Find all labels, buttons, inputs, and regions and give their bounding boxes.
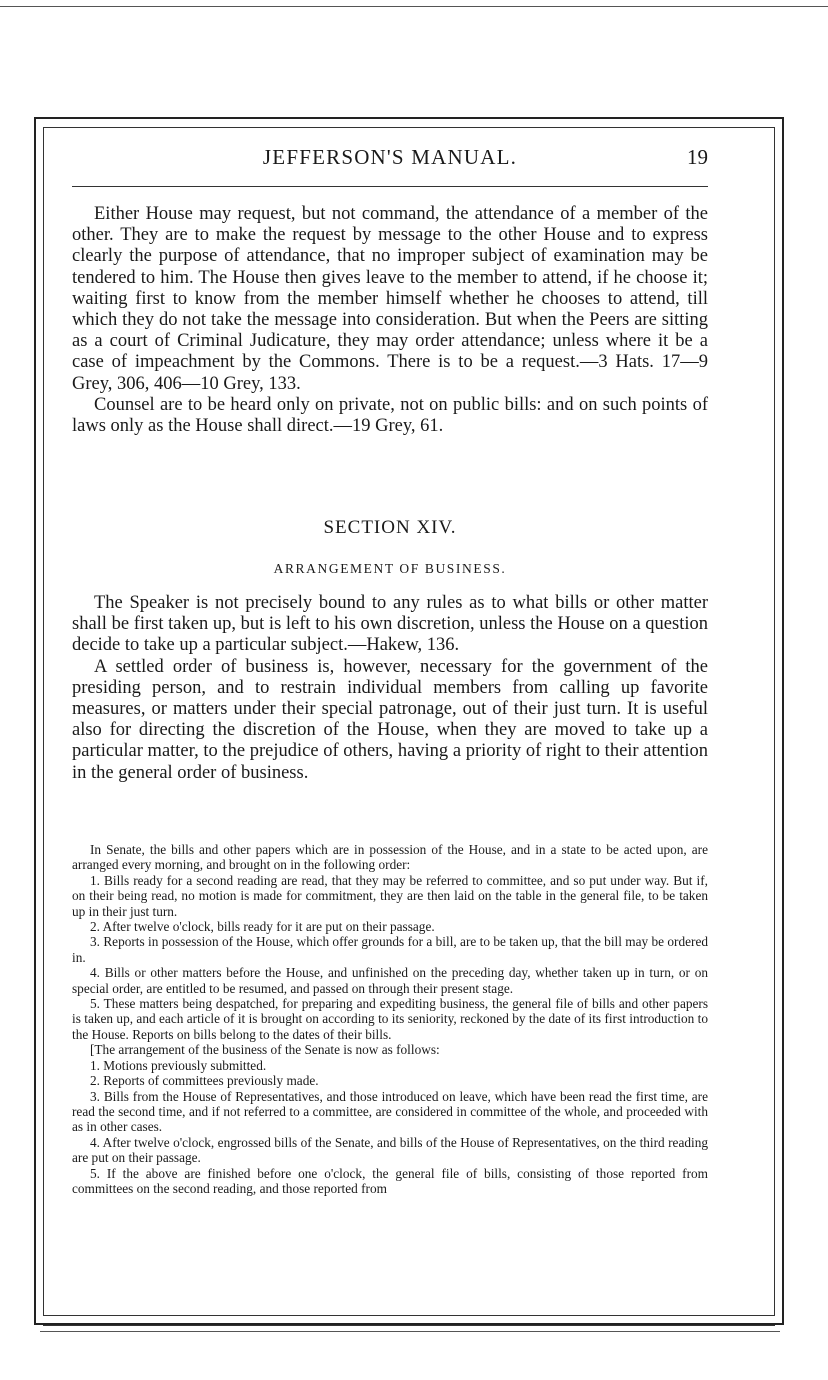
intro-text — [72, 204, 708, 437]
paragraph: Either House may request, but not command, the attendance of a member of the other. They are to make the request by message to the other House and to express clearly the purpose of attendance, that no improper subject of examination may be tendered to him. The House then gives leave to the member to attend, if he choose it; waiting first to know from the member himself whether he chooses to attend, till which they do not take the message into consideration. But when the Peers are sitting as a court of Criminal Judicature, they may order attendance; unless where it be a case of impeachment by the Commons. There is to be a request.—3 Hats. 17—9 Grey, 306, 406—10 Grey, 133. — [72, 204, 708, 394]
note-paragraph: 2. After twelve o'clock, bills ready for it are put on their passage. — [90, 919, 435, 935]
section-subtitle: ARRANGEMENT OF BUSINESS. — [273, 561, 507, 576]
header-rule — [72, 186, 708, 187]
note-paragraph: 4. Bills or other matters before the House, and unfinished on the preceding day, whether taken up in turn, or on special order, are entitled to be resumed, and passed on through their present stage. — [72, 965, 708, 996]
note-paragraph: 3. Reports in possession of the House, which offer grounds for a bill, are to be taken up, that the bill may be ordered in. — [72, 934, 708, 965]
top-rule — [0, 6, 828, 7]
note-paragraph: 5. If the above are finished before one o'clock, the general file of bills, consisting of those reported from committees on the second reading, and those reported from — [72, 1165, 708, 1196]
bottom-rule — [43, 1325, 775, 1326]
running-header — [72, 145, 708, 177]
note-paragraph: 2. Reports of committees previously made. — [90, 1073, 319, 1089]
running-title: JEFFERSON'S MANUAL. — [262, 145, 518, 169]
note-paragraph: 4. After twelve o'clock, engrossed bills of the Senate, and bills of the House of Representatives, on the third reading are put on their passage. — [72, 1134, 708, 1166]
section-title: SECTION XIV. — [323, 517, 457, 538]
note-paragraph: 5. These matters being despatched, for preparing and expediting business, the general file of bills and other papers is taken up, and each article of it is brought on according to its seniority, reckoned by the date of its first introduction to the House. Reports on bills belong to the dates of their bills. — [72, 996, 708, 1042]
paragraph: The Speaker is not precisely bound to any rules as to what bills or other matter shall be first taken up, but is left to his own discretion, unless the House on a question decide to take up a particular subject.—Hakew, 136. — [72, 593, 708, 656]
paragraph: Counsel are to be heard only on private, not on public bills: and on such points of laws only as the House shall direct.—19 Grey, 61. — [72, 394, 708, 437]
paragraph: A settled order of business is, however, necessary for the government of the presiding person, and to restrain individual members from calling up favorite measures, or matters under their special patronage, out of their just turn. It is useful also for directing the discretion of the House, when they are moved to take up a particular matter, to the prejudice of others, having a priority of right to their attention in the general order of business. — [72, 656, 708, 783]
note-paragraph: In Senate, the bills and other papers which are in possession of the House, and in a state to be acted upon, are arranged every morning, and brought on in the following order: — [72, 842, 708, 873]
section-text — [72, 593, 708, 784]
footnotes — [72, 842, 708, 1196]
note-paragraph: 1. Motions previously submitted. — [90, 1057, 267, 1073]
note-paragraph: [The arrangement of the business of the Senate is now as follows: — [90, 1042, 440, 1058]
page-number: 19 — [687, 145, 708, 169]
note-paragraph: 1. Bills ready for a second reading are read, that they may be referred to committee, and so put under way. But if, on their being read, no motion is made for commitment, they are then laid on the table in the general file, to be taken up in their just turn. — [72, 872, 708, 919]
bottom-rule — [40, 1331, 780, 1332]
note-paragraph: 3. Bills from the House of Representatives, and those introduced on leave, which have been read the first time, are read the second time, and if not referred to a committee, are considered in committee of the whole, and proceeded with as in other cases. — [72, 1088, 708, 1135]
